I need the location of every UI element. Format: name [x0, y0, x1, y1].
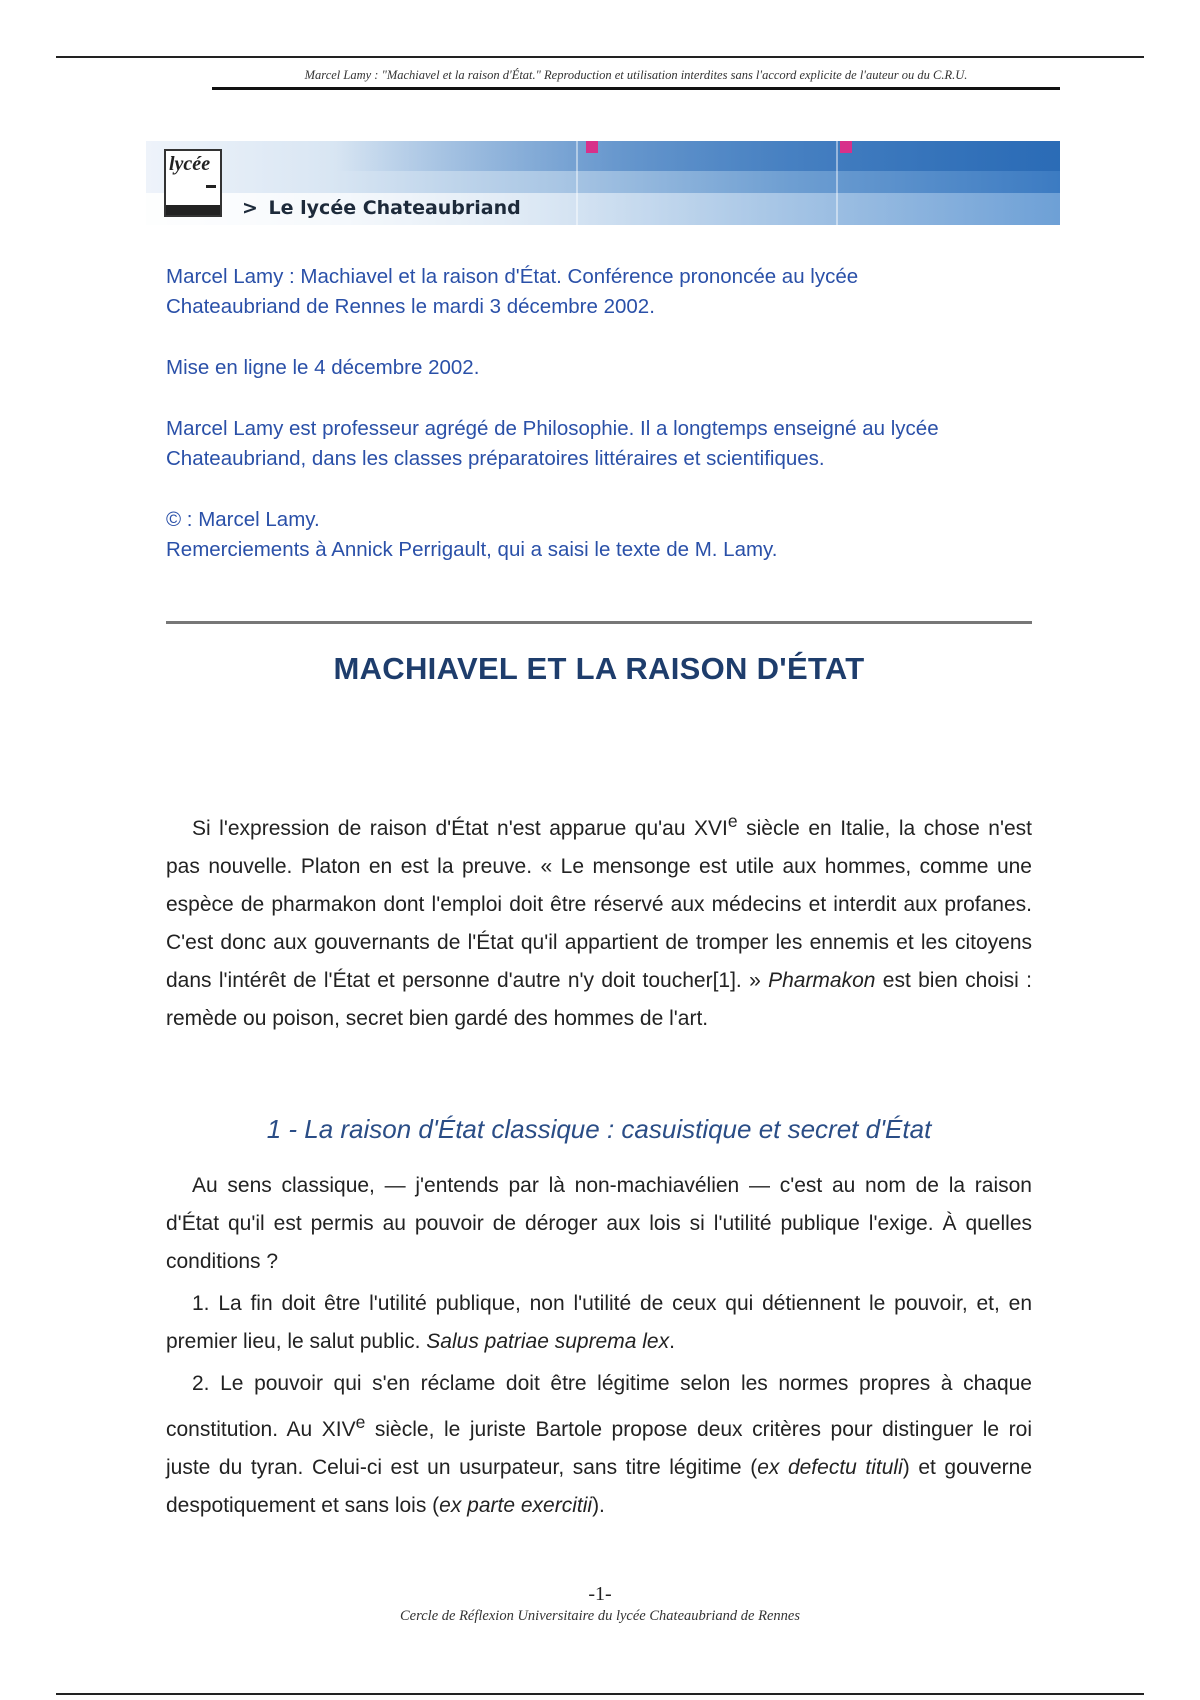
top-rule: [56, 56, 1144, 58]
superscript: e: [355, 1412, 366, 1432]
breadcrumb[interactable]: [242, 197, 521, 219]
text-run: est bien choisi : remède ou poison, secret bien gardé des hommes de l'art.: [166, 969, 1032, 1030]
meta-citation: [166, 262, 1046, 322]
bottom-rule: [56, 1693, 1144, 1695]
header-rule: [212, 87, 1060, 90]
text-run: siècle en Italie, la chose n'est pas nouvelle. Platon en est la preuve. « Le mensonge est utile aux hommes, comme une espèce de pharmakon dont l'emploi doit être réservé aux médecins et interdit aux profanes. C'est donc aux gouvernants de l'État qu'il appartient de tromper les ennemis et les citoyens dans l'intérêt de l'État et personne d'autre n'y doit toucher[1]. »: [166, 817, 1032, 992]
logo-mark: [206, 185, 216, 188]
body-paragraph: [166, 1285, 1032, 1361]
meta-line: Marcel Lamy est professeur agrégé de Philosophie. Il a longtemps enseigné au lycée: [166, 417, 939, 440]
meta-line: Chateaubriand de Rennes le mardi 3 décembre 2002.: [166, 295, 655, 318]
page-title: MACHIAVEL ET LA RAISON D'ÉTAT: [333, 651, 865, 686]
breadcrumb-label: Le lycée Chateaubriand: [268, 197, 521, 219]
meta-credits: [166, 505, 1046, 565]
body-paragraph: Au sens classique, — j'entends par là non-machiavélien — c'est au nom de la raison d'État qu'il est permis au pouvoir de déroger aux lois si l'utilité publique l'exige. À quelles conditions ?: [166, 1174, 1032, 1273]
text-run: .: [669, 1330, 675, 1353]
italic-term: ex parte exercitii: [439, 1494, 593, 1517]
italic-term: Pharmakon: [768, 969, 876, 992]
meta-line: Remerciements à Annick Perrigault, qui a saisi le texte de M. Lamy.: [166, 538, 778, 561]
superscript: e: [727, 811, 738, 831]
text-run: ) et gouverne despotiquement et sans lois (: [166, 1456, 1032, 1517]
italic-term: Salus patriae suprema lex: [426, 1330, 670, 1353]
meta-bio: [166, 414, 1046, 474]
meta-line: Chateaubriand, dans les classes préparatoires littéraires et scientifiques.: [166, 447, 825, 470]
meta-line: © : Marcel Lamy.: [166, 508, 320, 531]
section-heading: 1 - La raison d'État classique : casuistique et secret d'État: [266, 1114, 932, 1144]
intro-paragraph: [166, 802, 1032, 1038]
italic-term: ex defectu tituli: [757, 1456, 903, 1479]
banner-accent-square: [840, 141, 852, 153]
logo-word: lycée: [169, 153, 211, 175]
meta-line: Mise en ligne le 4 décembre 2002.: [166, 356, 480, 379]
banner-divider: [836, 141, 838, 225]
logo-strip: [166, 205, 220, 215]
text-run: 2. Le pouvoir qui s'en réclame doit être légitime selon les normes propres à chaque constitution. Au XIV: [166, 1372, 1032, 1441]
intro-paragraph-block: [166, 802, 1032, 1038]
meta-online-date: [166, 353, 1046, 383]
section-body: [166, 1167, 1032, 1525]
banner-accent-square: [586, 141, 598, 153]
text-run: 1. La fin doit être l'utilité publique, non l'utilité de ceux qui détiennent le pouvoir, et, en premier lieu, le salut public.: [166, 1292, 1032, 1353]
lycee-logo[interactable]: [164, 149, 222, 217]
running-header: Marcel Lamy : "Machiavel et la raison d'État." Reproduction et utilisation interdites sans l'accord explicite de l'auteur ou du C.R.U.: [304, 68, 968, 82]
site-banner[interactable]: [146, 141, 1060, 225]
section-rule: [166, 621, 1032, 624]
page-footer: Cercle de Réflexion Universitaire du lycée Chateaubriand de Rennes: [400, 1608, 800, 1624]
banner-divider: [576, 141, 578, 225]
page-number: -1-: [588, 1583, 612, 1605]
breadcrumb-arrow-icon: >: [242, 197, 258, 219]
meta-line: Marcel Lamy : Machiavel et la raison d'État. Conférence prononcée au lycée: [166, 265, 859, 288]
text-run: Si l'expression de raison d'État n'est apparue qu'au XVI: [192, 817, 728, 840]
text-run: siècle, le juriste Bartole propose deux critères pour distinguer le roi juste du tyran. Celui-ci est un usurpateur, sans titre légitime (: [166, 1418, 1032, 1479]
banner-band-top: [336, 141, 1060, 171]
body-paragraph: [166, 1365, 1032, 1525]
text-run: ).: [592, 1494, 605, 1517]
